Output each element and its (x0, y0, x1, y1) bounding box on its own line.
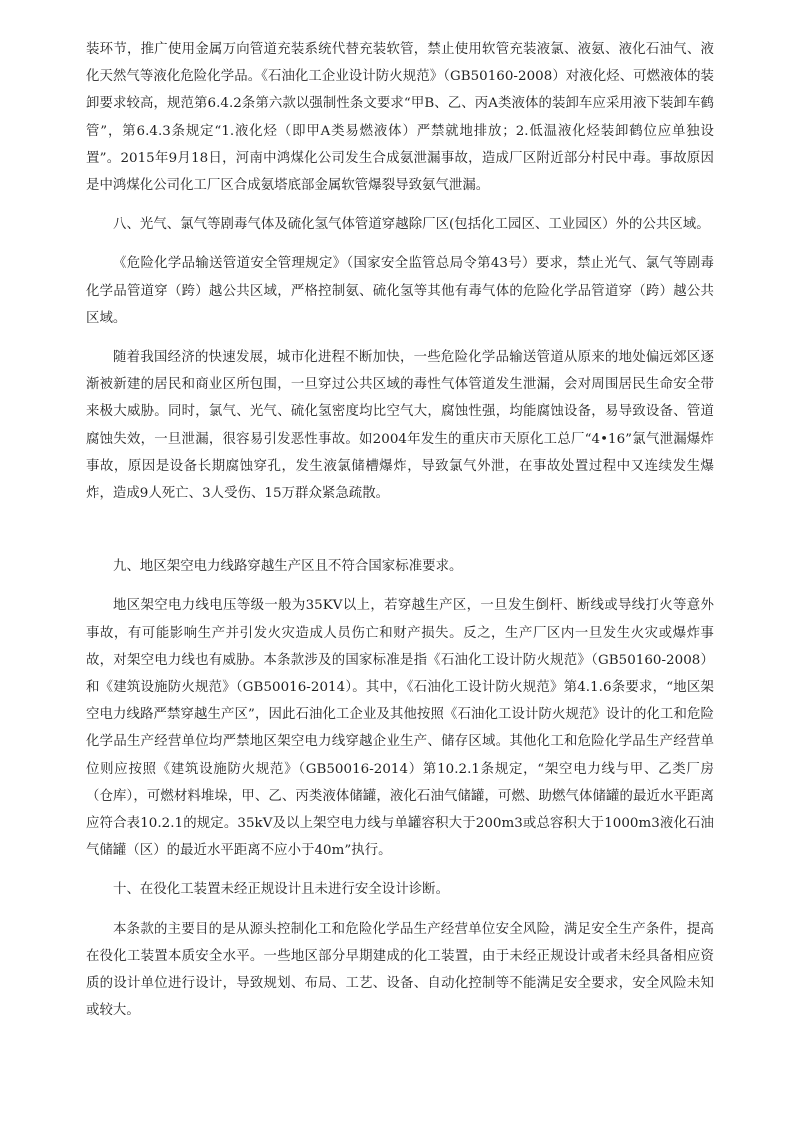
paragraph-pipeline-regulation: 《危险化学品输送管道安全管理规定》（国家安全监管总局令第43号）要求，禁止光气、氯气等剧毒化学品管道穿（跨）越公共区域，严格控制氨、硫化氢等其他有毒气体的危险化学品管道穿（跨）越公共区域。 (86, 256, 714, 326)
heading-item-9: 九、地区架空电力线路穿越生产区且不符合国家标准要求。 (113, 559, 463, 575)
heading-item-8: 八、光气、氯气等剧毒气体及硫化氢气体管道穿越除厂区(包括化工园区、工业园区）外的公共区域。 (113, 217, 710, 233)
document-page (86, 36, 714, 1025)
paragraph-loading-hoses: 装环节，推广使用金属万向管道充装系统代替充装软管，禁止使用软管充装液氯、液氨、液化石油气、液化天然气等液化危险化学品。《石油化工企业设计防火规范》（GB50160-2008）对液化烃、可燃液体的装卸要求较高，规范第6.4.2条第六款以强制性条文要求“甲B、乙、丙A类液体的装卸车应采用液下装卸车鹤管”，第6.4.3条规定“1.液化烃（即甲A类易燃液体）严禁就地排放；2.低温液化烃装卸鹤位应单独设置”。2015年9月18日，河南中鸿煤化公司发生合成氨泄漏事故，造成厂区附近部分村民中毒。事故原因是中鸿煤化公司化工厂区合成氨塔底部金属软管爆裂导致氨气泄漏。 (86, 42, 714, 194)
heading-item-10: 十、在役化工装置未经正规设计且未进行安全设计诊断。 (113, 882, 450, 898)
paragraph-design-diagnosis: 本条款的主要目的是从源头控制化工和危险化学品生产经营单位安全风险，满足安全生产条件，提高在役化工装置本质安全水平。一些地区部分早期建成的化工装置，由于未经正规设计或者未经具备相应资质的设计单位进行设计，导致规划、布局、工艺、设备、自动化控制等不能满足安全要求，安全风险未知或较大。 (86, 921, 714, 1019)
paragraph-urbanization-risk: 随着我国经济的快速发展，城市化进程不断加快，一些危险化学品输送管道从原来的地处偏远郊区逐渐被新建的居民和商业区所包围，一旦穿过公共区域的毒性气体管道发生泄漏，会对周围居民生命安全带来极大威胁。同时，氯气、光气、硫化氢密度均比空气大，腐蚀性强，均能腐蚀设备，易导致设备、管道腐蚀失效，一旦泄漏，很容易引发恶性事故。如2004年发生的重庆市天原化工总厂“4•16”氯气泄漏爆炸事故，原因是设备长期腐蚀穿孔，发生液氯储槽爆炸，导致氯气外泄，在事故处置过程中又连续发生爆炸，造成9人死亡、3人受伤、15万群众紧急疏散。 (86, 350, 714, 502)
paragraph-power-lines: 地区架空电力线电压等级一般为35KV以上，若穿越生产区，一旦发生倒杆、断线或导线打火等意外事故，有可能影响生产并引发火灾造成人员伤亡和财产损失。反之，生产厂区内一旦发生火灾或爆炸事故，对架空电力线也有威胁。本条款涉及的国家标准是指《石油化工设计防火规范》（GB50160-2008）和《建筑设施防火规范》（GB50016-2014）。其中，《石油化工设计防火规范》第4.1.6条要求，“地区架空电力线路严禁穿越生产区”，因此石油化工企业及其他按照《石油化工设计防火规范》设计的化工和危险化学品生产经营单位均严禁地区架空电力线穿越企业生产、储存区域。其他化工和危险化学品生产经营单位则应按照《建筑设施防火规范》（GB50016-2014）第10.2.1条规定，“架空电力线与甲、乙类厂房（仓库），可燃材料堆垛，甲、乙、丙类液体储罐，液化石油气储罐，可燃、助燃气体储罐的最近水平距离应符合表10.2.1的规定。35kV及以上架空电力线与单罐容积大于200m3或总容积大于1000m3液化石油气储罐（区）的最近水平距离不应小于40m”执行。 (86, 598, 714, 859)
